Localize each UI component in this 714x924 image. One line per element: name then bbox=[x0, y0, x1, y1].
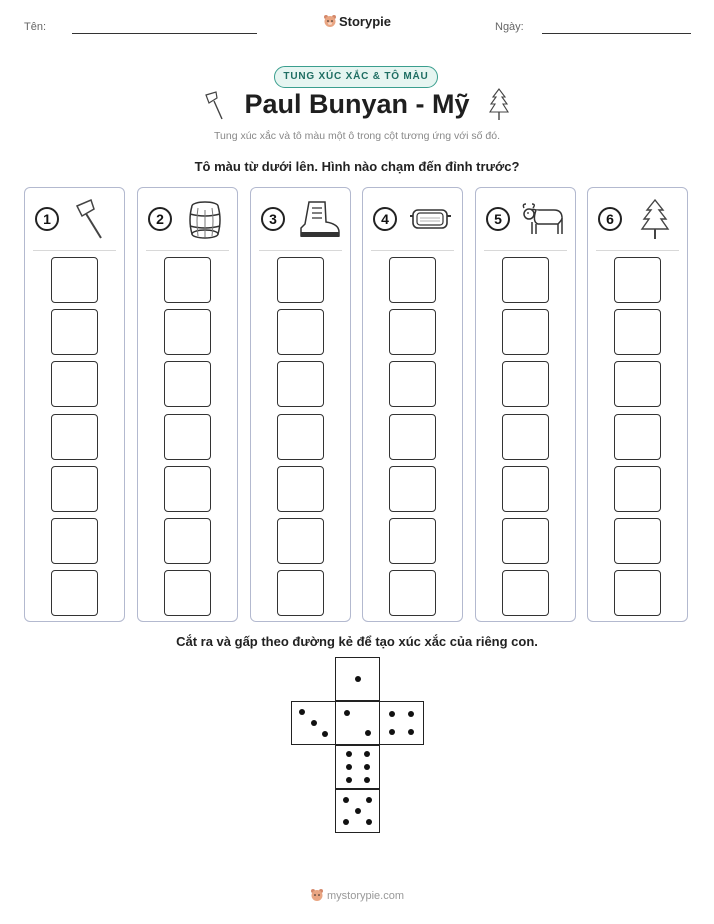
die-pip bbox=[355, 676, 361, 682]
die-pip bbox=[299, 709, 305, 715]
color-box[interactable] bbox=[51, 570, 98, 616]
name-label: Tên: bbox=[24, 21, 47, 33]
pine-tree-icon bbox=[487, 87, 511, 123]
boot-icon bbox=[295, 198, 341, 242]
color-box[interactable] bbox=[389, 518, 436, 564]
color-box[interactable] bbox=[502, 518, 549, 564]
color-box[interactable] bbox=[51, 414, 98, 460]
name-line[interactable] bbox=[72, 33, 257, 34]
color-box[interactable] bbox=[614, 518, 661, 564]
divider bbox=[146, 250, 229, 251]
color-box[interactable] bbox=[614, 414, 661, 460]
date-label: Ngày: bbox=[495, 21, 524, 33]
column-3 bbox=[250, 187, 351, 622]
brand-name: Storypie bbox=[338, 14, 391, 29]
column-number: 5 bbox=[486, 207, 510, 231]
column-number: 3 bbox=[261, 207, 285, 231]
die-pip bbox=[365, 730, 371, 736]
die-pip bbox=[346, 764, 352, 770]
pine-tree-icon bbox=[632, 198, 678, 242]
color-box[interactable] bbox=[502, 414, 549, 460]
die-pip bbox=[389, 729, 395, 735]
column-number: 1 bbox=[35, 207, 59, 231]
griddle-pan-icon bbox=[407, 198, 453, 242]
color-box[interactable] bbox=[502, 466, 549, 512]
color-box[interactable] bbox=[164, 309, 211, 355]
color-box[interactable] bbox=[389, 570, 436, 616]
die-face-1 bbox=[335, 657, 380, 701]
color-box[interactable] bbox=[164, 570, 211, 616]
blue-ox-icon bbox=[520, 198, 566, 242]
column-number: 4 bbox=[373, 207, 397, 231]
die-pip bbox=[346, 751, 352, 757]
color-box[interactable] bbox=[277, 309, 324, 355]
divider bbox=[371, 250, 454, 251]
footer-url: mystorypie.com bbox=[326, 890, 405, 902]
brand-logo bbox=[0, 14, 714, 29]
die-pip bbox=[355, 808, 361, 814]
color-box[interactable] bbox=[277, 518, 324, 564]
column-number: 6 bbox=[598, 207, 622, 231]
date-line[interactable] bbox=[542, 33, 691, 34]
die-pip bbox=[344, 710, 350, 716]
die-pip bbox=[364, 764, 370, 770]
color-box[interactable] bbox=[51, 257, 98, 303]
divider bbox=[484, 250, 567, 251]
divider bbox=[596, 250, 679, 251]
color-box[interactable] bbox=[614, 361, 661, 407]
color-box[interactable] bbox=[614, 466, 661, 512]
color-box[interactable] bbox=[277, 414, 324, 460]
color-box[interactable] bbox=[164, 257, 211, 303]
die-pip bbox=[343, 797, 349, 803]
color-box[interactable] bbox=[51, 309, 98, 355]
page-title: Paul Bunyan - Mỹ bbox=[244, 89, 470, 119]
divider bbox=[33, 250, 116, 251]
barrel-icon bbox=[182, 198, 228, 242]
die-pip bbox=[366, 819, 372, 825]
color-box[interactable] bbox=[164, 414, 211, 460]
color-box[interactable] bbox=[51, 361, 98, 407]
column-1 bbox=[24, 187, 125, 622]
die-face-2 bbox=[335, 701, 380, 745]
die-pip bbox=[364, 777, 370, 783]
die-pip bbox=[366, 797, 372, 803]
color-box[interactable] bbox=[164, 518, 211, 564]
color-box[interactable] bbox=[502, 309, 549, 355]
die-pip bbox=[343, 819, 349, 825]
color-box[interactable] bbox=[277, 466, 324, 512]
color-box[interactable] bbox=[389, 257, 436, 303]
color-box[interactable] bbox=[502, 257, 549, 303]
bear-logo-icon bbox=[323, 14, 337, 28]
color-box[interactable] bbox=[389, 466, 436, 512]
die-pip bbox=[364, 751, 370, 757]
color-box[interactable] bbox=[389, 414, 436, 460]
column-2 bbox=[137, 187, 238, 622]
column-4 bbox=[362, 187, 463, 622]
color-box[interactable] bbox=[164, 466, 211, 512]
color-box[interactable] bbox=[277, 257, 324, 303]
die-pip bbox=[322, 731, 328, 737]
color-box[interactable] bbox=[614, 257, 661, 303]
divider bbox=[259, 250, 342, 251]
color-box[interactable] bbox=[164, 361, 211, 407]
footer bbox=[0, 888, 714, 902]
die-face-6 bbox=[335, 745, 380, 789]
axe-icon bbox=[69, 198, 115, 242]
die-pip bbox=[389, 711, 395, 717]
activity-badge: TUNG XÚC XẮC & TÔ MÀU bbox=[274, 66, 438, 88]
color-box[interactable] bbox=[502, 570, 549, 616]
color-box[interactable] bbox=[389, 309, 436, 355]
color-box[interactable] bbox=[277, 570, 324, 616]
instruction: Tô màu từ dưới lên. Hình nào chạm đến đỉnh trước? bbox=[194, 159, 520, 174]
color-box[interactable] bbox=[277, 361, 324, 407]
column-number: 2 bbox=[148, 207, 172, 231]
die-pip bbox=[346, 777, 352, 783]
die-face-5 bbox=[335, 789, 380, 833]
bear-footer-icon bbox=[310, 888, 324, 902]
cut-instruction: Cắt ra và gấp theo đường kẻ để tạo xúc xắc của riêng con. bbox=[176, 634, 538, 649]
die-pip bbox=[408, 711, 414, 717]
color-box[interactable] bbox=[614, 309, 661, 355]
color-box[interactable] bbox=[389, 361, 436, 407]
column-5 bbox=[475, 187, 576, 622]
die-pip bbox=[311, 720, 317, 726]
color-box[interactable] bbox=[51, 518, 98, 564]
die-face-4 bbox=[379, 701, 424, 745]
color-box[interactable] bbox=[614, 570, 661, 616]
color-box[interactable] bbox=[51, 466, 98, 512]
color-box[interactable] bbox=[502, 361, 549, 407]
column-6 bbox=[587, 187, 688, 622]
die-face-3 bbox=[291, 701, 336, 745]
die-pip bbox=[408, 729, 414, 735]
subtitle: Tung xúc xắc và tô màu một ô trong cột tương ứng với số đó. bbox=[214, 130, 500, 142]
